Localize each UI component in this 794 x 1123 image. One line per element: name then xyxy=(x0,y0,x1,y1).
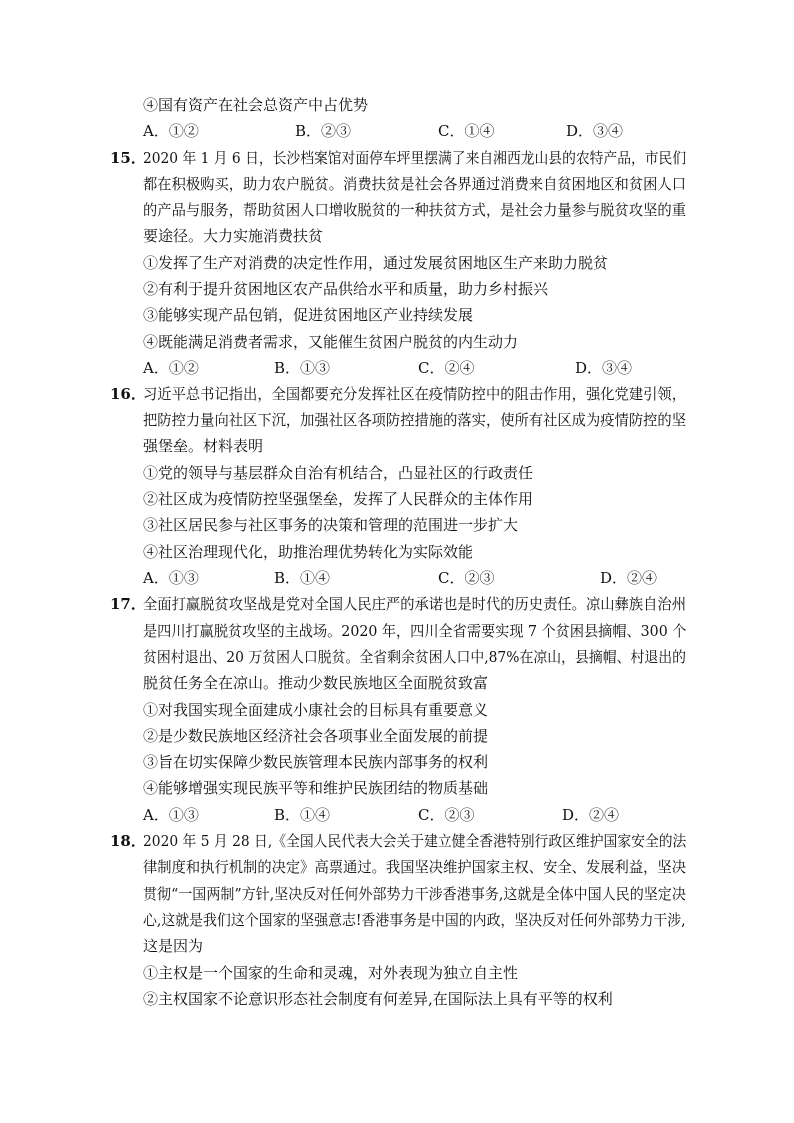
q18-stem-line-2: 律制度和执行机制的决定》高票通过。我国坚决维护国家主权、安全、发展利益，坚决 xyxy=(143,858,686,876)
q15-item-4: ④既能满足消费者需求，又能催生贫困户脱贫的内生动力 xyxy=(143,333,519,351)
q18-item-2: ②主权国家不论意识形态社会制度有何差异,在国际法上具有平等的权利 xyxy=(143,990,613,1008)
q18-number: 18． xyxy=(110,832,146,850)
q16-item-4: ④社区治理现代化，助推治理优势转化为实际效能 xyxy=(143,543,474,561)
q14-option-a: A．①② xyxy=(143,122,199,140)
q17-option-a: A．①③ xyxy=(143,806,199,824)
q17-stem-line-4: 脱贫任务全在凉山。推动少数民族地区全面脱贫致富 xyxy=(143,674,489,692)
q17-option-b: B．①④ xyxy=(274,806,331,824)
q16-stem-line-1: 习近平总书记指出，全国都要充分发挥社区在疫情防控中的阻击作用，强化党建引领， xyxy=(143,385,686,403)
q18-stem-line-3: 贯彻“一国两制”方针,坚决反对任何外部势力干涉香港事务,这就是全体中国人民的坚定决 xyxy=(143,885,686,903)
q15-option-b: B．①③ xyxy=(274,359,331,377)
q17-item-3: ③旨在切实保障少数民族管理本民族内部事务的权利 xyxy=(143,753,489,771)
q16-item-3: ③社区居民参与社区事务的决策和管理的范围进一步扩大 xyxy=(143,516,519,534)
q17-option-c: C．②③ xyxy=(418,806,475,824)
q15-stem-line-3: 的产品与服务，帮助贫困人口增收脱贫的一种扶贫方式，是社会力量参与脱贫攻坚的重 xyxy=(143,201,686,219)
q16-option-b: B．①④ xyxy=(274,569,331,587)
q18-stem-line-5: 这是因为 xyxy=(143,937,204,955)
q16-option-d: D．②④ xyxy=(600,569,658,587)
q17-stem-line-1: 全面打赢脱贫攻坚战是党对全国人民庄严的承诺也是时代的历史责任。凉山彝族自治州 xyxy=(143,595,686,613)
q17-number: 17． xyxy=(110,595,146,613)
q15-stem-line-1: 2020 年 1 月 6 日，长沙档案馆对面停车坪里摆满了来自湘西龙山县的农特产品，市民们 xyxy=(143,149,687,167)
q14-item-4: ④国有资产在社会总资产中占优势 xyxy=(143,96,369,114)
q15-stem-line-4: 要途径。大力实施消费扶贫 xyxy=(143,227,324,245)
q14-option-c: C．①④ xyxy=(438,122,495,140)
q17-item-1: ①对我国实现全面建成小康社会的目标具有重要意义 xyxy=(143,701,489,719)
q17-item-2: ②是少数民族地区经济社会各项事业全面发展的前提 xyxy=(143,727,489,745)
q15-stem-line-2: 都在积极购买，助力农户脱贫。消费扶贫是社会各界通过消费来自贫困地区和贫困人口 xyxy=(143,175,686,193)
q16-option-c: C．②③ xyxy=(438,569,495,587)
q17-option-d: D．②④ xyxy=(562,806,620,824)
q15-number: 15． xyxy=(110,149,146,167)
q16-option-a: A．①③ xyxy=(143,569,199,587)
q15-item-3: ③能够实现产品包销，促进贫困地区产业持续发展 xyxy=(143,306,474,324)
q18-item-1: ①主权是一个国家的生命和灵魂，对外表现为独立自主性 xyxy=(143,964,519,982)
q17-stem-line-3: 贫困村退出、20 万贫困人口脱贫。全省剩余贫困人口中,87%在凉山，县摘帽、村退出的 xyxy=(143,648,686,666)
q16-item-1: ①党的领导与基层群众自治有机结合，凸显社区的行政责任 xyxy=(143,464,534,482)
q16-item-2: ②社区成为疫情防控坚强堡垒，发挥了人民群众的主体作用 xyxy=(143,490,534,508)
q17-item-4: ④能够增强实现民族平等和维护民族团结的物质基础 xyxy=(143,779,489,797)
q18-stem-line-4: 心,这就是我们这个国家的坚强意志!香港事务是中国的内政，坚决反对任何外部势力干涉, xyxy=(143,911,686,929)
q16-stem-line-2: 把防控力量向社区下沉，加强社区各项防控措施的落实，使所有社区成为疫情防控的坚 xyxy=(143,411,686,429)
q15-item-1: ①发挥了生产对消费的决定性作用，通过发展贫困地区生产来助力脱贫 xyxy=(143,254,609,272)
q15-option-a: A．①② xyxy=(143,359,199,377)
q14-option-b: B．②③ xyxy=(295,122,352,140)
q16-stem-line-3: 强堡垒。材料表明 xyxy=(143,437,264,455)
q17-stem-line-2: 是四川打赢脱贫攻坚的主战场。2020 年，四川全省需要实现 7 个贫困县摘帽、300 个 xyxy=(143,622,687,640)
q14-option-d: D．③④ xyxy=(566,122,624,140)
q18-stem-line-1: 2020 年 5 月 28 日,《全国人民代表大会关于建立健全香港特别行政区维护国家安全的法 xyxy=(143,832,687,850)
q15-option-d: D．③④ xyxy=(575,359,633,377)
q16-number: 16． xyxy=(110,385,146,403)
q15-option-c: C．②④ xyxy=(418,359,475,377)
q15-item-2: ②有利于提升贫困地区农产品供给水平和质量，助力乡村振兴 xyxy=(143,280,549,298)
